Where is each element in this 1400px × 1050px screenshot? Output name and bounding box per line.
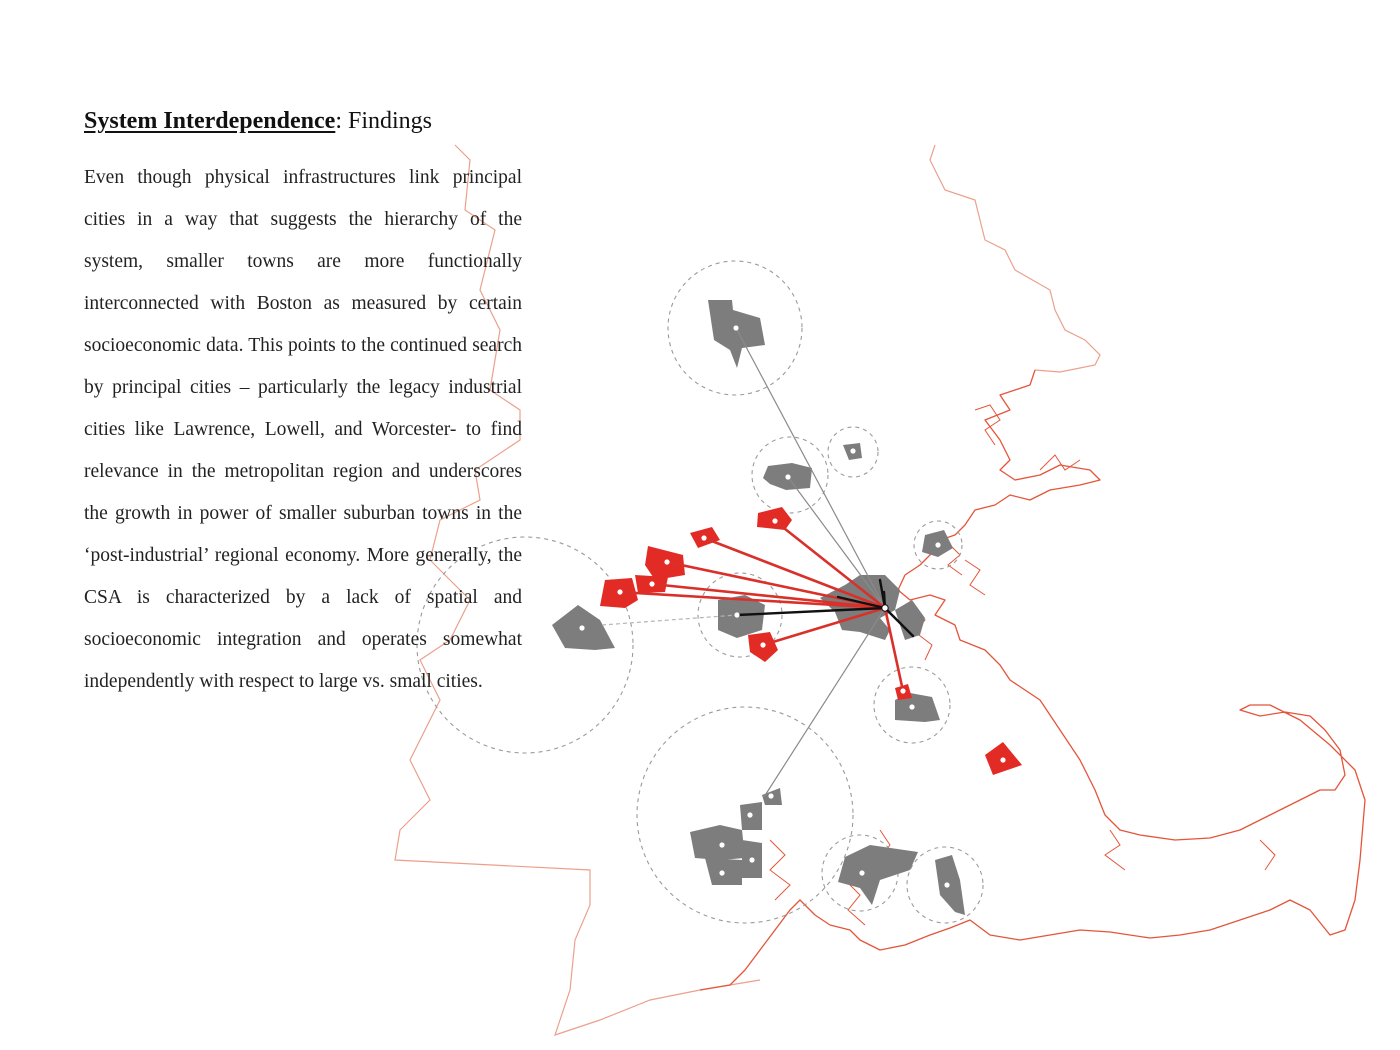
page-title-rest: : Findings	[335, 108, 433, 134]
page-title-strong: System Interdependence	[84, 108, 336, 134]
centroid-dots	[579, 325, 1005, 887]
coastline	[700, 370, 1365, 990]
town-southeast	[935, 855, 965, 915]
coastline-detail	[770, 405, 1275, 925]
town-south-coast	[838, 845, 918, 905]
dashed-gray-link	[602, 615, 737, 625]
town-south-1	[690, 825, 745, 860]
page-title	[84, 108, 522, 135]
region-boundary-north	[930, 145, 1100, 372]
red-towns	[600, 507, 1022, 775]
text-panel	[84, 108, 522, 703]
body-text: Even though physical infrastructures link principal cities in a way that suggests the hierarchy of the system, smaller towns are more functionally interconnected with Boston as measured by certain socioeconomic data. This points to the continued search by principal cities – particularly the legacy industrial cities like Lawrence, Lowell, and Worcester- to find relevance in the metropolitan region and underscores the growth in power of smaller suburban towns in the ‘post-industrial’ regional economy. More generally, the CSA is characterized by a lack of spatial and socioeconomic integration and operates somewhat independently with respect to large vs. small cities.	[84, 167, 522, 692]
gray-towns	[552, 300, 965, 915]
gray-links	[736, 328, 885, 797]
hub-boston	[882, 605, 888, 611]
town-north	[708, 300, 765, 368]
